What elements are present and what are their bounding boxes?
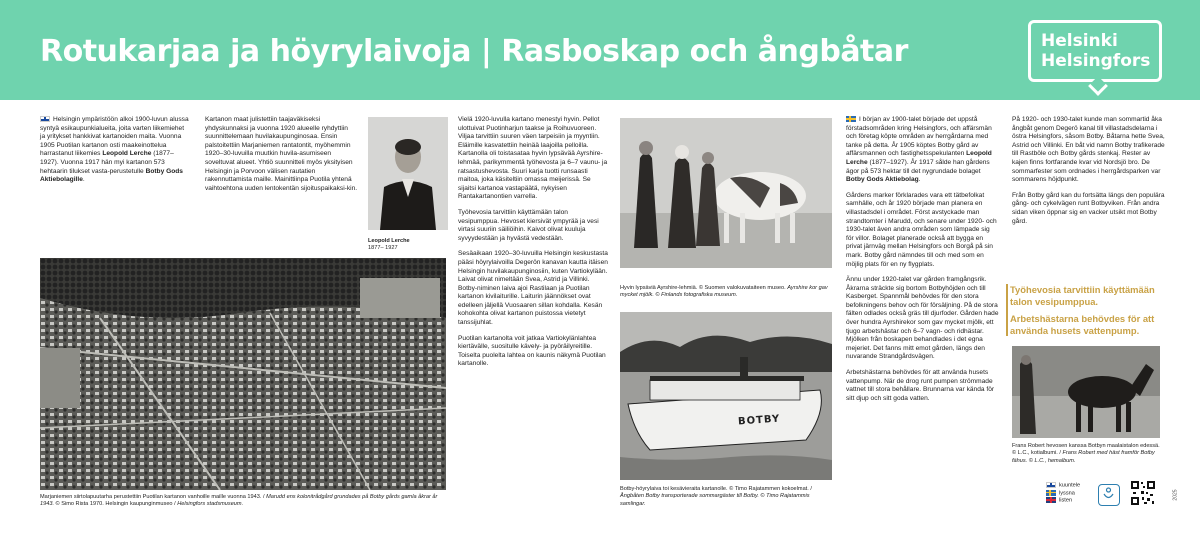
logo-line-1: Helsinki (1041, 31, 1118, 51)
intro-text: Helsingin ympäristöön alkoi 1900-luvun alussa syntyä esikaupunkialueita, joita varten liikemiehet ja yritykset hankkivat kartanoiden maita. Vuonna 1905 Puotilan kartanon osti maakeinottelua harrastanut liikemies (40, 116, 189, 158)
sv-paragraph-4: Arbetshästarna behövdes för att använda husets vattenpump. När de drog runt pumpen strömmade vattnet till stora behållare. Brunnarna var kända för sitt djup och sitt goda vatten. (846, 369, 995, 402)
sv-paragraph-1-cont: (1877–1927). År 1917 sålde han gårdens ägor på 573 hektar till det nygrundade bolaget (846, 158, 990, 175)
quote-bar (1006, 284, 1008, 336)
english-flag-icon (1046, 497, 1056, 503)
history-paragraph-4: Puotilan kartanolta voit jatkaa Vartiokylänlahtea kiertävälle, suositulle kävely- ja pyöräilyreitille. Toiselta puolelta lahtea on kaunis näkymä Puotilan kartanolle. (458, 334, 606, 368)
helsinki-logo (1028, 20, 1162, 82)
aerial-credit-sv: Helsingfors stadsmuseum. (177, 501, 244, 508)
lerche-name: Leopold Lerche (102, 150, 152, 158)
history-paragraph-1: Vielä 1920-luvulla kartano menestyi hyvin. Pellot ulottuivat Puotinharjun taakse ja Roihuvuoreen. Viljaa tarvittiin suuren väen tarpeisiin ja myyntiin. Eläimille kasvatettiin heinää laajoilla pelloilla. Kartanolla oli toistasataa hyvin lypsävää Ayrshire-lehmää, parikymmentä työhevosta ja 6–7 vaunu- ja ratsastushevosta. Suuri karja tuotti runsaasti maitoa, joka käsiteltiin omassa meijerissä. Se sijaitsi kartanoa vastapäätä, nykyisen Rantakartanontien varrella. (458, 116, 608, 201)
boat-name-label: BOTBY (737, 413, 781, 428)
listen-options[interactable] (1046, 482, 1080, 505)
cow-caption-sv: Ayrshire kor gav mycket mjölk. © Finlands fotografiska museum. (620, 285, 828, 299)
portrait-caption (368, 238, 453, 253)
portrait-photo (368, 117, 448, 230)
horse-caption-fi: Frans Robert hevosen kanssa Botbyn maalaistalon edessä. © L.C., kotialbumi. / (1012, 443, 1160, 457)
logo-speech-tail (1088, 76, 1108, 96)
finnish-flag-icon (1046, 482, 1056, 488)
aerial-photo (40, 258, 446, 490)
pull-quote-sv: Arbetshästarna behövdes för att använda husets vattenpump. (1010, 313, 1155, 336)
page-title: Rotukarjaa ja höyrylaivoja | Rasboskap och ångbåtar (40, 34, 908, 69)
sv-paragraph-3: Ännu under 1920-talet var gården framgångsrik. Åkrarna sträckte sig bortom Botbyhöjden och till Kasberget. Spannmål behövdes för den stora befolkningens behov och för försäljning. På de stora fälten odlades också gräs till djurfoder. Gården hade över hundra Ayrshirekor som gav mycket mjölk, ett tjugo arbetshästar och 6–7 vagn- och ridhästar. Mjölken från boskapen behandlades i det egna mejeriet. Det fanns mitt emot gården, längs den nuvarande Strandgårdsvägen. (846, 276, 999, 361)
listen-fi[interactable]: kuuntele (1059, 482, 1081, 489)
history-text-fi (458, 116, 608, 376)
qr-code-icon[interactable] (1130, 480, 1156, 506)
sv-paragraph-2: Gårdens marker förklarades vara ett tätbefolkat samhälle, och år 1920 började man planera en villastadsdel i området. Först avstyckade man strandtomter i Marudd, och senare under 1920- och 1930-talet även andra områden som lämpade sig för villor. Bolaget planerade också att bygga en privat järnväg mellan Helsingfors och Borgå på sin mark. Botby gård nämndes till och med som en möjlig plats för en ny flygplats. (846, 191, 997, 268)
horse-caption (1012, 443, 1164, 465)
boat-caption-sv: Ångbåten Botby transporterade sommargäster till Botby. © Timo Rajatammis samlingar. (620, 493, 810, 507)
pull-quote-fi: Työhevosia tarvittiin käyttämään talon vesipumppua. (1010, 284, 1155, 307)
swedish-flag-icon (846, 116, 856, 122)
audio-guide-icon[interactable] (1098, 484, 1120, 506)
header-banner (0, 0, 1200, 100)
sv-route-paragraph: Från Botby gård kan du fortsätta längs den populära gång- och cykelvägen runt Botbyviken. Från andra sidan viken öppnar sig en vacker utsikt mot Botby gård. (1012, 191, 1165, 225)
intro-text-fi (40, 116, 190, 192)
aerial-caption-sv: Marudd ens kolonitrådgård grundades på Botby gårds gamla åkrar år 1943. (40, 494, 438, 508)
listen-sv[interactable]: lyssna (1059, 490, 1075, 497)
aerial-credit: © Simo Rista 1970. Helsingin kaupunginmuseo / (54, 501, 178, 508)
aerial-caption (40, 494, 450, 509)
history-text-sv (846, 116, 999, 410)
boat-photo (620, 312, 832, 480)
horse-caption-sv: Frans Robert med häst framför Botby fähus. © L.C., hemalbum. (1012, 450, 1155, 464)
sv-paragraph-1: I början av 1900-talet började det uppstå förstadsområden kring Helsingfors, och affärsmän och företag köpte områden av herrgårdarna med tanke på detta. År 1905 köptes Botby gård av affärsmannen och fastighetsspekulanten (846, 116, 992, 158)
year-label: 2025 (1172, 489, 1179, 501)
settlement-text-fi (205, 116, 360, 200)
history-paragraph-3: Sesäaikaan 1920–30-luvuilla Helsingin keskustasta pääsi höyrylaivoilla Degerön kanavan kautta itäisen Helsingin huvilakaupunginosiin, kuten Vartiokylään. Laivat olivat nimeltään Svea, Astrid ja Villinki. Botby-niminen laiva ajoi Rastilaan ja Puotilan kartanon kivilaiturille. Laiturin jäännökset ovat edelleen jäljellä Vuosaaren sillan kohdalla. Kesän kohokohta olivat kartanon puistossa vietetyt tanssijuhlat. (458, 250, 608, 327)
portrait-name: Leopold Lerche (368, 238, 410, 244)
sv-steamboat-paragraph: På 1920- och 1930-talet kunde man sommartid åka ångbåt genom Degerö kanal till villastadsdelarna i östra Helsingfors, såsom Botby. Båtarna hette Svea, Astrid och Villinki. En båt vid namn Botby trafikerade till Rastböle och Botby gårds stenkaj. Rester av kajen finns fortfarande kvar vid Nordsjö bro. De sommarfester som ordnades i herrgårdsparken var sommarens höjdpunkt. (1012, 116, 1165, 184)
boat-caption (620, 486, 835, 508)
finnish-flag-icon (40, 116, 50, 122)
sv-lerche-name: Leopold Lerche (846, 150, 992, 166)
cow-caption (620, 285, 835, 300)
boat-caption-fi: Botby-höyrylaiva toi kesävieraita kartanolle. © Timo Rajatammen kokoelmat. / (620, 486, 812, 492)
steamboat-text-sv (1012, 116, 1166, 233)
sv-paragraph-1-end: . (918, 176, 921, 184)
company-name: Botby Gods Aktiebolagille (40, 167, 183, 184)
intro-end: . (82, 176, 85, 184)
listen-en[interactable]: listen (1059, 497, 1073, 504)
settlement-paragraph: Kartanon maat julistettiin taajaväkiseksi yhdyskunnaksi ja vuonna 1920 alueelle ryhdyttiin suunnittelemaan huvilakaupunginosaa. Ensin palstoitettiin Marjaniemen rantatontit, myöhemmin 1920–30-luvuilla muutkin huvila-asumiseen soveltuvat alueet. Yhtiö suunnitteli myös yksityisen Helsingin ja Porvoon välisen rautatien rakennuttamista maille. Mainittiinpa Puotila yhtenä vaihtoehtona uuden lentokentän sijoituspaikaksi-kin. (205, 116, 358, 192)
horse-photo (1012, 346, 1160, 438)
intro-tail: (1877–1927). Vuonna 1917 hän myi kartanon 573 hehtaarin tilukset vasta-perustetulle (40, 150, 174, 175)
cow-caption-fi: Hyvin lypsäviä Ayrshire-lehmiä. © Suomen valokuvataiteen museo. (620, 285, 788, 291)
portrait-years: 1877– 1927 (368, 245, 398, 252)
aerial-caption-fi: Marjaniemen siirtolapuutarha perustettiin Puotilan kartanon vanhoille maille vuonna 1943. / (40, 494, 267, 500)
logo-line-2: Helsingfors (1041, 51, 1151, 71)
pull-quote (1010, 284, 1170, 336)
swedish-flag-icon (1046, 490, 1056, 496)
cow-photo (620, 118, 832, 268)
sv-company-name: Botby Gods Aktiebolag (846, 176, 919, 184)
history-paragraph-2: Työhevosia tarvittiin käyttämään talon vesipumppua. Hevoset kiersivät ympyrää ja vesi virtasi suuriin säiliöihin. Kaivot olivat kuuluja syvyydestään ja hyvästä vedestään. (458, 208, 599, 242)
